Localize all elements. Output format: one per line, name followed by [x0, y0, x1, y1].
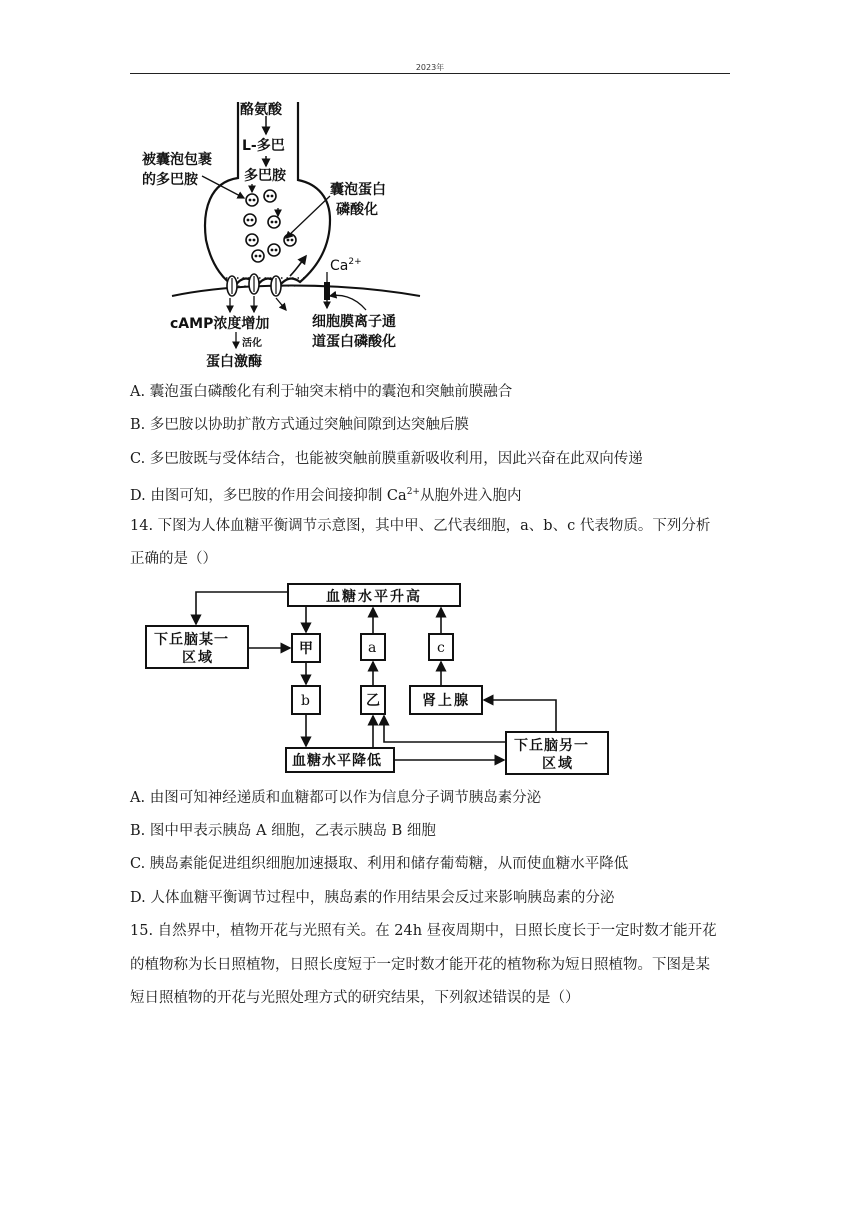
postsynaptic-membrane — [172, 286, 420, 297]
dopamine-label: 多巴胺 — [244, 168, 286, 184]
vesicle-group — [244, 190, 296, 262]
a-label: a — [368, 640, 377, 656]
q14-stem-line2: 正确的是（） — [130, 551, 217, 567]
channel-label-2: 道蛋白磷酸化 — [312, 334, 396, 350]
kinase-label: 蛋白激酶 — [206, 354, 262, 370]
q15-stem-line1: 15. 自然界中，植物开花与光照有关。在 24h 昼夜周期中，日照长度长于一定时数才能开花 — [130, 923, 717, 939]
hypothalamus-2-label-2: 区域 — [542, 756, 574, 772]
camp-label: cAMP浓度增加 — [170, 316, 270, 332]
vesicle-dopamine-label-2: 的多巴胺 — [142, 172, 198, 188]
jia-label: 甲 — [299, 641, 313, 657]
fall-label: 血糖水平降低 — [292, 753, 382, 769]
tyrosine-label: 酪氨酸 — [240, 102, 282, 118]
q13-option-b: B. 多巴胺以协助扩散方式通过突触间隙到达突触后膜 — [130, 417, 469, 433]
hypothalamus-1-label-1: 下丘脑某一 — [154, 632, 229, 648]
q14-option-b: B. 图中甲表示胰岛 A 细胞，乙表示胰岛 B 细胞 — [130, 823, 436, 839]
l-dopa-label: L-多巴 — [242, 138, 285, 154]
q13-option-d — [130, 482, 730, 506]
adrenal-label: 肾上腺 — [422, 693, 470, 709]
q15-stem-line3: 短日照植物的开花与光照处理方式的研究结果，下列叙述错误的是（） — [130, 990, 580, 1006]
q14-option-d: D. 人体血糖平衡调节过程中，胰岛素的作用结果会反过来影响胰岛素的分泌 — [130, 890, 615, 906]
vesicle-dopamine-label-1: 被囊泡包裹 — [142, 152, 212, 168]
q13-option-d-sup: 2+ — [406, 487, 420, 497]
synapse-figure — [140, 100, 430, 375]
rise-label: 血糖水平升高 — [326, 589, 422, 605]
activate-label: 活化 — [242, 338, 262, 349]
q14-option-a: A. 由图可知神经递质和血糖都可以作为信息分子调节胰岛素分泌 — [130, 790, 542, 806]
page-header-year: 2023年 — [415, 63, 445, 72]
glucose-figure — [140, 578, 620, 778]
hypothalamus-2-label-1: 下丘脑另一 — [514, 738, 589, 754]
q13-option-c: C. 多巴胺既与受体结合，也能被突触前膜重新吸收利用，因此兴奋在此双向传递 — [130, 451, 643, 467]
channel-label-1: 细胞膜离子通 — [312, 314, 396, 330]
vesicle-phos-label-2: 磷酸化 — [336, 202, 378, 218]
c-label: c — [437, 640, 445, 656]
yi-label: 乙 — [366, 693, 380, 709]
q13-option-d-pre: D. 由图可知，多巴胺的作用会间接抑制 Ca — [130, 488, 407, 504]
vesicle-phos-label-1: 囊泡蛋白 — [330, 182, 386, 198]
hypothalamus-1-label-2: 区域 — [182, 650, 214, 666]
q15-stem-line2: 的植物称为长日照植物，日照长度短于一定时数才能开花的植物称为短日照植物。下图是某 — [130, 957, 710, 973]
q13-option-d-post: 从胞外进入胞内 — [419, 488, 522, 504]
header-divider — [130, 73, 730, 74]
ca-label: $Ca^{2+}$ — [330, 257, 362, 274]
q14-stem-line1: 14. 下图为人体血糖平衡调节示意图，其中甲、乙代表细胞，a、b、c 代表物质。下列分析 — [130, 518, 711, 534]
q13-option-a: A. 囊泡蛋白磷酸化有利于轴突末梢中的囊泡和突触前膜融合 — [130, 384, 513, 400]
q14-option-c: C. 胰岛素能促进组织细胞加速摄取、利用和储存葡萄糖，从而使血糖水平降低 — [130, 856, 629, 872]
b-label: b — [301, 693, 310, 709]
